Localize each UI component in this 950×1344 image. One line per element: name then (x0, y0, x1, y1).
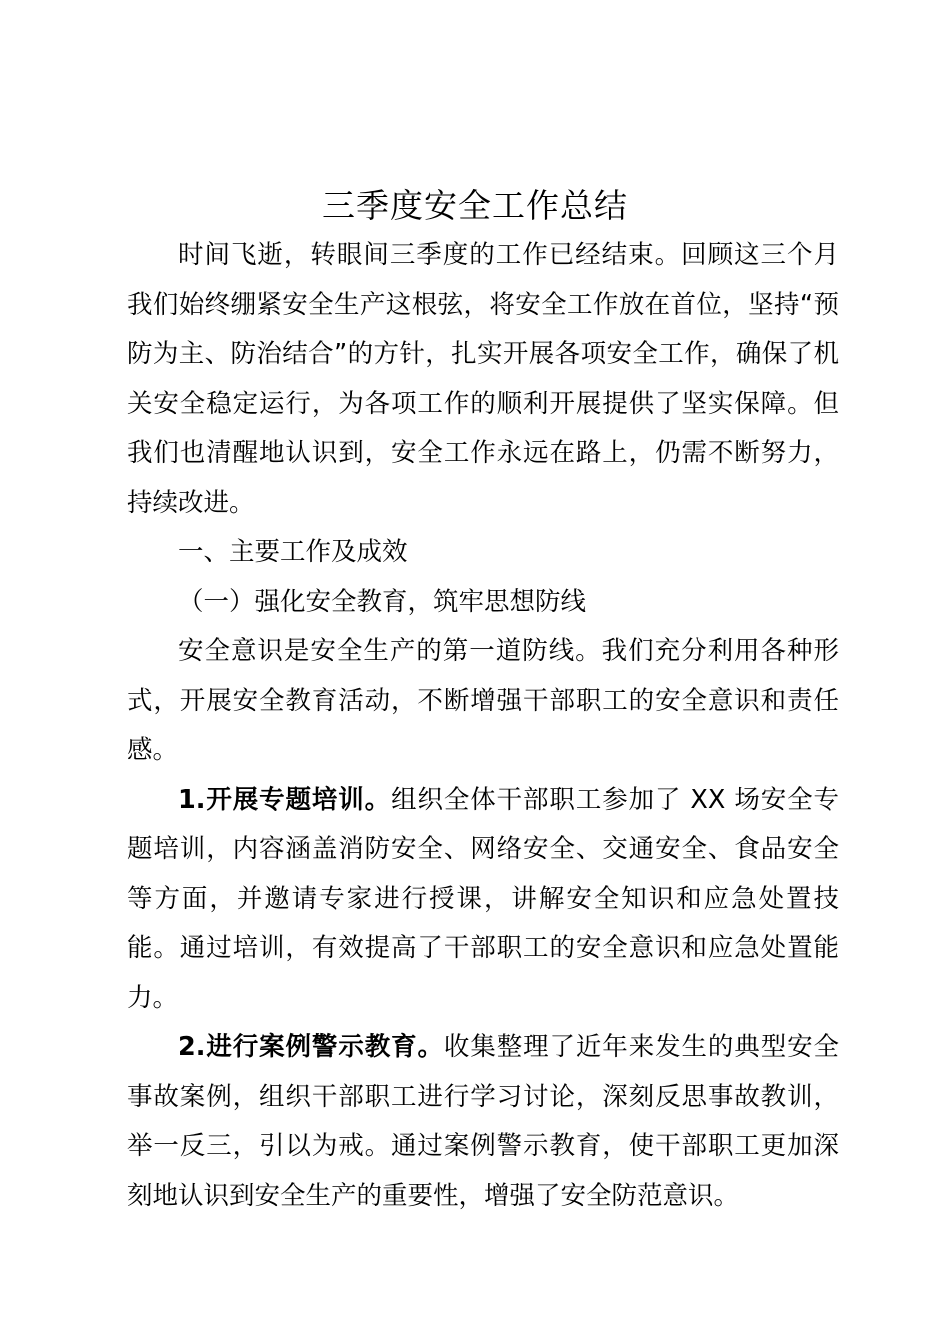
item-paragraph-case-education (127, 1023, 839, 1221)
item-lead-case-education: 2.进行案例警示教育。 (178, 1032, 444, 1062)
item-text-training: 组织全体干部职工参加了 XX 场安全专题培训，内容涵盖消防安全、网络安全、交通安全、食品安全等方面，并邀请专家进行授课，讲解安全知识和应急处置技能。通过培训，有效提高了干部职工的安全意识和应急处置能力。 (127, 784, 839, 1013)
document-title: 三季度安全工作总结 (322, 186, 628, 225)
intro-paragraph: 时间飞逝，转眼间三季度的工作已经结束。回顾这三个月我们始终绷紧安全生产这根弦，将安全工作放在首位，坚持“预防为主、防治结合”的方针，扎实开展各项安全工作，确保了机关安全稳定运行，为各项工作的顺利开展提供了坚实保障。但我们也清醒地认识到，安全工作永远在路上，仍需不断努力，持续改进。 (127, 240, 839, 518)
item-lead-training: 1.开展专题培训。 (178, 784, 392, 815)
section-heading: 一、主要工作及成效 (178, 537, 408, 567)
subsection-heading: （一）强化安全教育，筑牢思想防线 (178, 586, 587, 617)
item-paragraph-training (127, 776, 839, 1024)
item-text-case-education: 收集整理了近年来发生的典型安全事故案例，组织干部职工进行学习讨论，深刻反思事故教训，举一反三，引以为戒。通过案例警示教育，使干部职工更加深刻地认识到安全生产的重要性，增强了安全防范意识。 (127, 1032, 839, 1211)
document-body (127, 231, 839, 1221)
subsection-intro-paragraph: 安全意识是安全生产的第一道防线。我们充分利用各种形式，开展安全教育活动，不断增强干部职工的安全意识和责任感。 (127, 636, 839, 765)
